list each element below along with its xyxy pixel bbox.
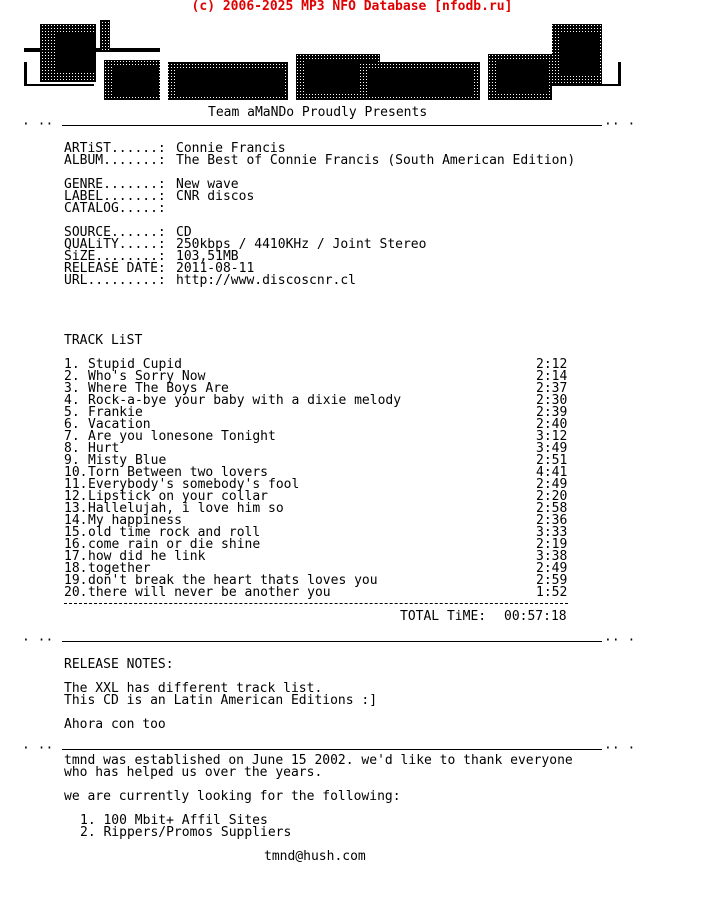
track-number: 8. <box>64 441 88 456</box>
info-value: 103,51MB <box>176 249 239 264</box>
track-number: 5. <box>64 405 88 420</box>
info-label: ARTiST......: <box>64 141 166 156</box>
total-time-label: TOTAL TiME: <box>400 609 487 624</box>
track-title: Misty Blue <box>88 453 167 468</box>
note-line: Ahora con too <box>64 717 166 732</box>
track-number: 2. <box>64 369 88 384</box>
info-value: http://www.discoscnr.cl <box>176 273 357 288</box>
track-time: 3:33 <box>536 525 568 540</box>
track-number: 19. <box>64 573 88 588</box>
info-value: Connie Francis <box>176 141 286 156</box>
track-time: 4:41 <box>536 465 568 480</box>
track-time: 2:30 <box>536 393 568 408</box>
info-label: RELEASE DATE: <box>64 261 166 276</box>
info-label: QUALiTY.....: <box>64 237 166 252</box>
track-time: 1:52 <box>536 585 568 600</box>
track-title: there will never be another you <box>88 585 331 600</box>
track-time: 2:40 <box>536 417 568 432</box>
track-title: don't break the heart thats loves you <box>88 573 378 588</box>
track-title: Where The Boys Are <box>88 381 229 396</box>
track-number: 1. <box>64 357 88 372</box>
track-time: 2:59 <box>536 573 568 588</box>
track-title: Hurt <box>88 441 120 456</box>
separator-3: · ·· ·· · <box>22 741 636 756</box>
contact-email: tmnd@hush.com <box>264 849 366 864</box>
track-time: 2:36 <box>536 513 568 528</box>
footer-text: tmnd was established on June 15 2002. we'd like to thank everyone <box>64 753 573 768</box>
track-title: come rain or die shine <box>88 537 261 552</box>
track-time: 2:12 <box>536 357 568 372</box>
track-number: 7. <box>64 429 88 444</box>
info-value: 2011-08-11 <box>176 261 255 276</box>
tracklist-rule <box>64 603 568 605</box>
track-time: 2:14 <box>536 369 568 384</box>
footer-list-item: 1. 100 Mbit+ Affil Sites <box>80 813 268 828</box>
track-number: 16. <box>64 537 88 552</box>
info-label: ALBUM.......: <box>64 153 166 168</box>
track-title: Who's Sorry Now <box>88 369 206 384</box>
note-line: The XXL has different track list. <box>64 681 323 696</box>
track-time: 3:49 <box>536 441 568 456</box>
track-time: 2:20 <box>536 489 568 504</box>
info-value: CNR discos <box>176 189 255 204</box>
info-label: URL.........: <box>64 273 166 288</box>
track-time: 3:12 <box>536 429 568 444</box>
track-title: Frankie <box>88 405 143 420</box>
track-number: 10. <box>64 465 88 480</box>
note-line: This CD is an Latin American Editions :] <box>64 693 378 708</box>
info-label: CATALOG.....: <box>64 201 166 216</box>
track-number: 15. <box>64 525 88 540</box>
track-time: 2:49 <box>536 561 568 576</box>
footer-list-item: 2. Rippers/Promos Suppliers <box>80 825 292 840</box>
track-number: 17. <box>64 549 88 564</box>
track-title: Hallelujah, i love him so <box>88 501 284 516</box>
track-number: 20. <box>64 585 88 600</box>
track-title: how did he link <box>88 549 206 564</box>
info-label: GENRE.......: <box>64 177 166 192</box>
release-notes-title: RELEASE NOTES: <box>64 657 174 672</box>
separator-2: · ·· ·· · <box>22 633 636 648</box>
site-header: (c) 2006-2025 MP3 NFO Database [nfodb.ru] <box>191 0 513 14</box>
track-number: 13. <box>64 501 88 516</box>
track-number: 12. <box>64 489 88 504</box>
tracklist-title: TRACK LiST <box>64 333 143 348</box>
track-number: 4. <box>64 393 88 408</box>
track-number: 11. <box>64 477 88 492</box>
track-title: Torn Between two lovers <box>88 465 269 480</box>
track-title: Stupid Cupid <box>88 357 182 372</box>
track-time: 2:39 <box>536 405 568 420</box>
track-time: 2:49 <box>536 477 568 492</box>
track-title: Vacation <box>88 417 151 432</box>
separator-1: · ·· ·· · <box>22 117 636 132</box>
track-title: Rock-a-bye your baby with a dixie melody <box>88 393 402 408</box>
track-time: 2:19 <box>536 537 568 552</box>
info-value: 250kbps / 4410KHz / Joint Stereo <box>176 237 427 252</box>
track-number: 9. <box>64 453 88 468</box>
info-label: SOURCE......: <box>64 225 166 240</box>
track-title: together <box>88 561 151 576</box>
track-title: Everybody's somebody's fool <box>88 477 300 492</box>
track-title: My happiness <box>88 513 182 528</box>
track-time: 2:37 <box>536 381 568 396</box>
footer-looking: we are currently looking for the following: <box>64 789 401 804</box>
track-time: 2:58 <box>536 501 568 516</box>
total-time-value: 00:57:18 <box>504 609 567 624</box>
track-number: 3. <box>64 381 88 396</box>
presents-text: Team aMaNDo Proudly Presents <box>208 105 428 120</box>
info-value: CD <box>176 225 192 240</box>
group-logo <box>20 18 636 102</box>
track-number: 6. <box>64 417 88 432</box>
footer-text: who has helped us over the years. <box>64 765 323 780</box>
info-label: SiZE........: <box>64 249 166 264</box>
track-title: Lipstick on your collar <box>88 489 269 504</box>
track-title: Are you lonesone Tonight <box>88 429 276 444</box>
track-time: 3:38 <box>536 549 568 564</box>
track-title: old time rock and roll <box>88 525 261 540</box>
info-value: The Best of Connie Francis (South American Edition) <box>176 153 576 168</box>
info-value: New wave <box>176 177 239 192</box>
track-time: 2:51 <box>536 453 568 468</box>
info-label: LABEL.......: <box>64 189 166 204</box>
track-number: 18. <box>64 561 88 576</box>
track-number: 14. <box>64 513 88 528</box>
